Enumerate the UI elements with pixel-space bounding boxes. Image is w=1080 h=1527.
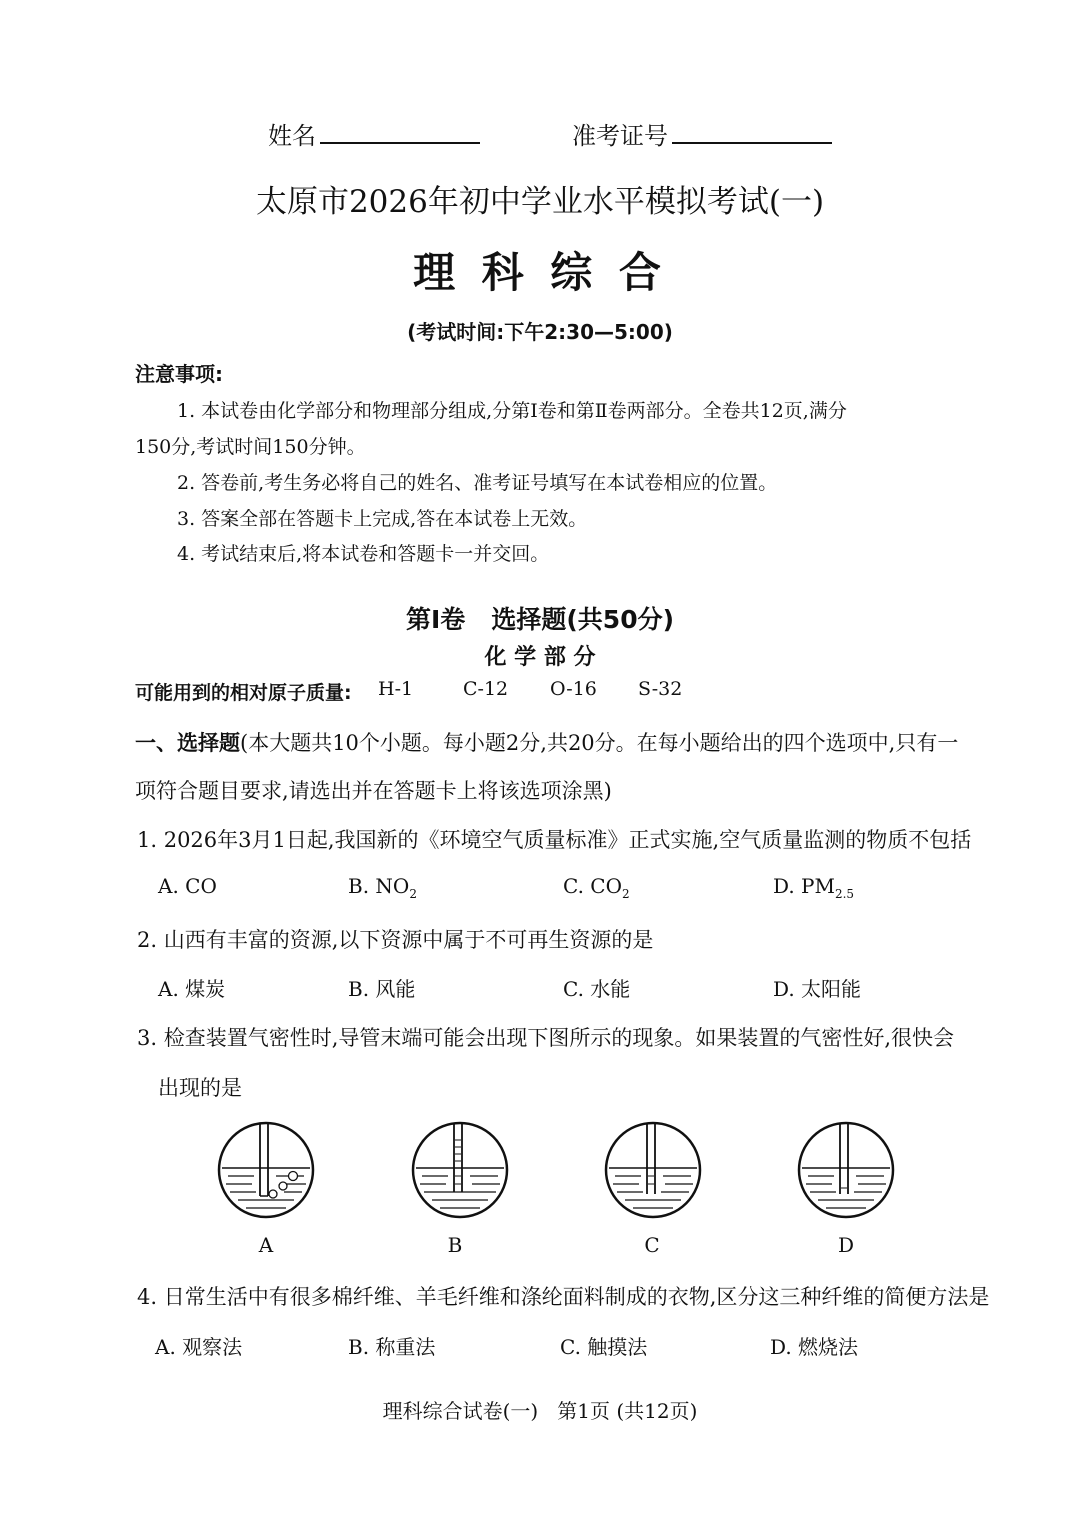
q1-option-d: D. $PM_{2.5}$ — [773, 874, 855, 901]
q2-option-c: C. 水能 — [563, 977, 631, 1001]
question-1-stem: 1. 2026年3月1日起,我国新的《环境空气质量标准》正式实施,空气质量监测的物质不包括 — [137, 828, 972, 852]
figure-d-lowered-level-icon — [796, 1120, 896, 1220]
figure-b-water-column-icon — [410, 1120, 510, 1220]
exam-title: 太原市2026年初中学业水平模拟考试(一) — [255, 184, 825, 220]
figure-b-label: B — [447, 1233, 463, 1257]
exam-number-label: 准考证号 — [572, 122, 668, 150]
atomic-mass-s: S-32 — [638, 678, 683, 700]
name-label: 姓名 — [268, 122, 316, 150]
q4-option-b: B. 称重法 — [348, 1335, 436, 1359]
atomic-mass-o: O-16 — [550, 678, 597, 700]
instructions-text-1: (本大题共10个小题。每小题2分,共20分。在每小题给出的四个选项中,只有一 — [240, 731, 959, 755]
note-item-1: 1. 本试卷由化学部分和物理部分组成,分第Ⅰ卷和第Ⅱ卷两部分。全卷共12页,满分 — [177, 400, 847, 422]
q1-option-b: B. $NO_2$ — [348, 874, 417, 901]
atomic-mass-h: H-1 — [378, 678, 414, 700]
figure-c-level-icon — [603, 1120, 703, 1220]
q1-option-c: C. $CO_2$ — [563, 874, 630, 901]
q4-option-a: A. 观察法 — [155, 1335, 243, 1359]
note-item-4: 4. 考试结束后,将本试卷和答题卡一并交回。 — [177, 543, 550, 565]
notes-heading: 注意事项: — [135, 362, 223, 386]
atomic-mass-label: 可能用到的相对原子质量: — [135, 682, 352, 704]
q2-option-d: D. 太阳能 — [773, 977, 862, 1001]
question-2-stem: 2. 山西有丰富的资源,以下资源中属于不可再生资源的是 — [137, 928, 654, 952]
section-title: 第Ⅰ卷 选择题(共50分) — [405, 605, 675, 634]
instructions-heading: 一、选择题 — [135, 731, 240, 755]
atomic-mass-row — [135, 678, 352, 705]
q2-option-b: B. 风能 — [348, 977, 416, 1001]
question-3-stem-cont: 出现的是 — [158, 1076, 242, 1100]
name-blank — [320, 138, 480, 144]
note-item-1-cont: 150分,考试时间150分钟。 — [135, 436, 366, 458]
page-footer: 理科综合试卷(一) 第1页 (共12页) — [382, 1399, 698, 1423]
figure-a-label: A — [258, 1233, 274, 1257]
part-title: 化 学 部 分 — [484, 645, 596, 670]
instructions-line-1 — [135, 727, 958, 757]
figure-a-bubbles-icon — [216, 1120, 316, 1220]
question-4-stem: 4. 日常生活中有很多棉纤维、羊毛纤维和涤纶面料制成的衣物,区分这三种纤维的简便方法是 — [137, 1285, 990, 1309]
subject-title: 理 科 综 合 — [413, 248, 667, 297]
name-field — [268, 116, 480, 151]
q1-option-a: A. CO — [158, 874, 217, 898]
atomic-mass-c: C-12 — [463, 678, 509, 700]
instructions-line-2: 项符合题目要求,请选出并在答题卡上将该选项涂黑) — [135, 779, 612, 803]
exam-number-blank — [672, 138, 832, 144]
q2-option-a: A. 煤炭 — [158, 977, 226, 1001]
q4-option-d: D. 燃烧法 — [770, 1335, 859, 1359]
figure-c-label: C — [644, 1233, 660, 1257]
exam-number-field — [572, 116, 832, 151]
q4-option-c: C. 触摸法 — [560, 1335, 648, 1359]
question-3-stem: 3. 检查装置气密性时,导管末端可能会出现下图所示的现象。如果装置的气密性好,很快会 — [137, 1026, 955, 1050]
note-item-2: 2. 答卷前,考生务必将自己的姓名、准考证号填写在本试卷相应的位置。 — [177, 472, 778, 494]
exam-time: (考试时间:下午2:30—5:00) — [407, 320, 673, 344]
figure-d-label: D — [837, 1233, 855, 1257]
note-item-3: 3. 答案全部在答题卡上完成,答在本试卷上无效。 — [177, 508, 588, 530]
